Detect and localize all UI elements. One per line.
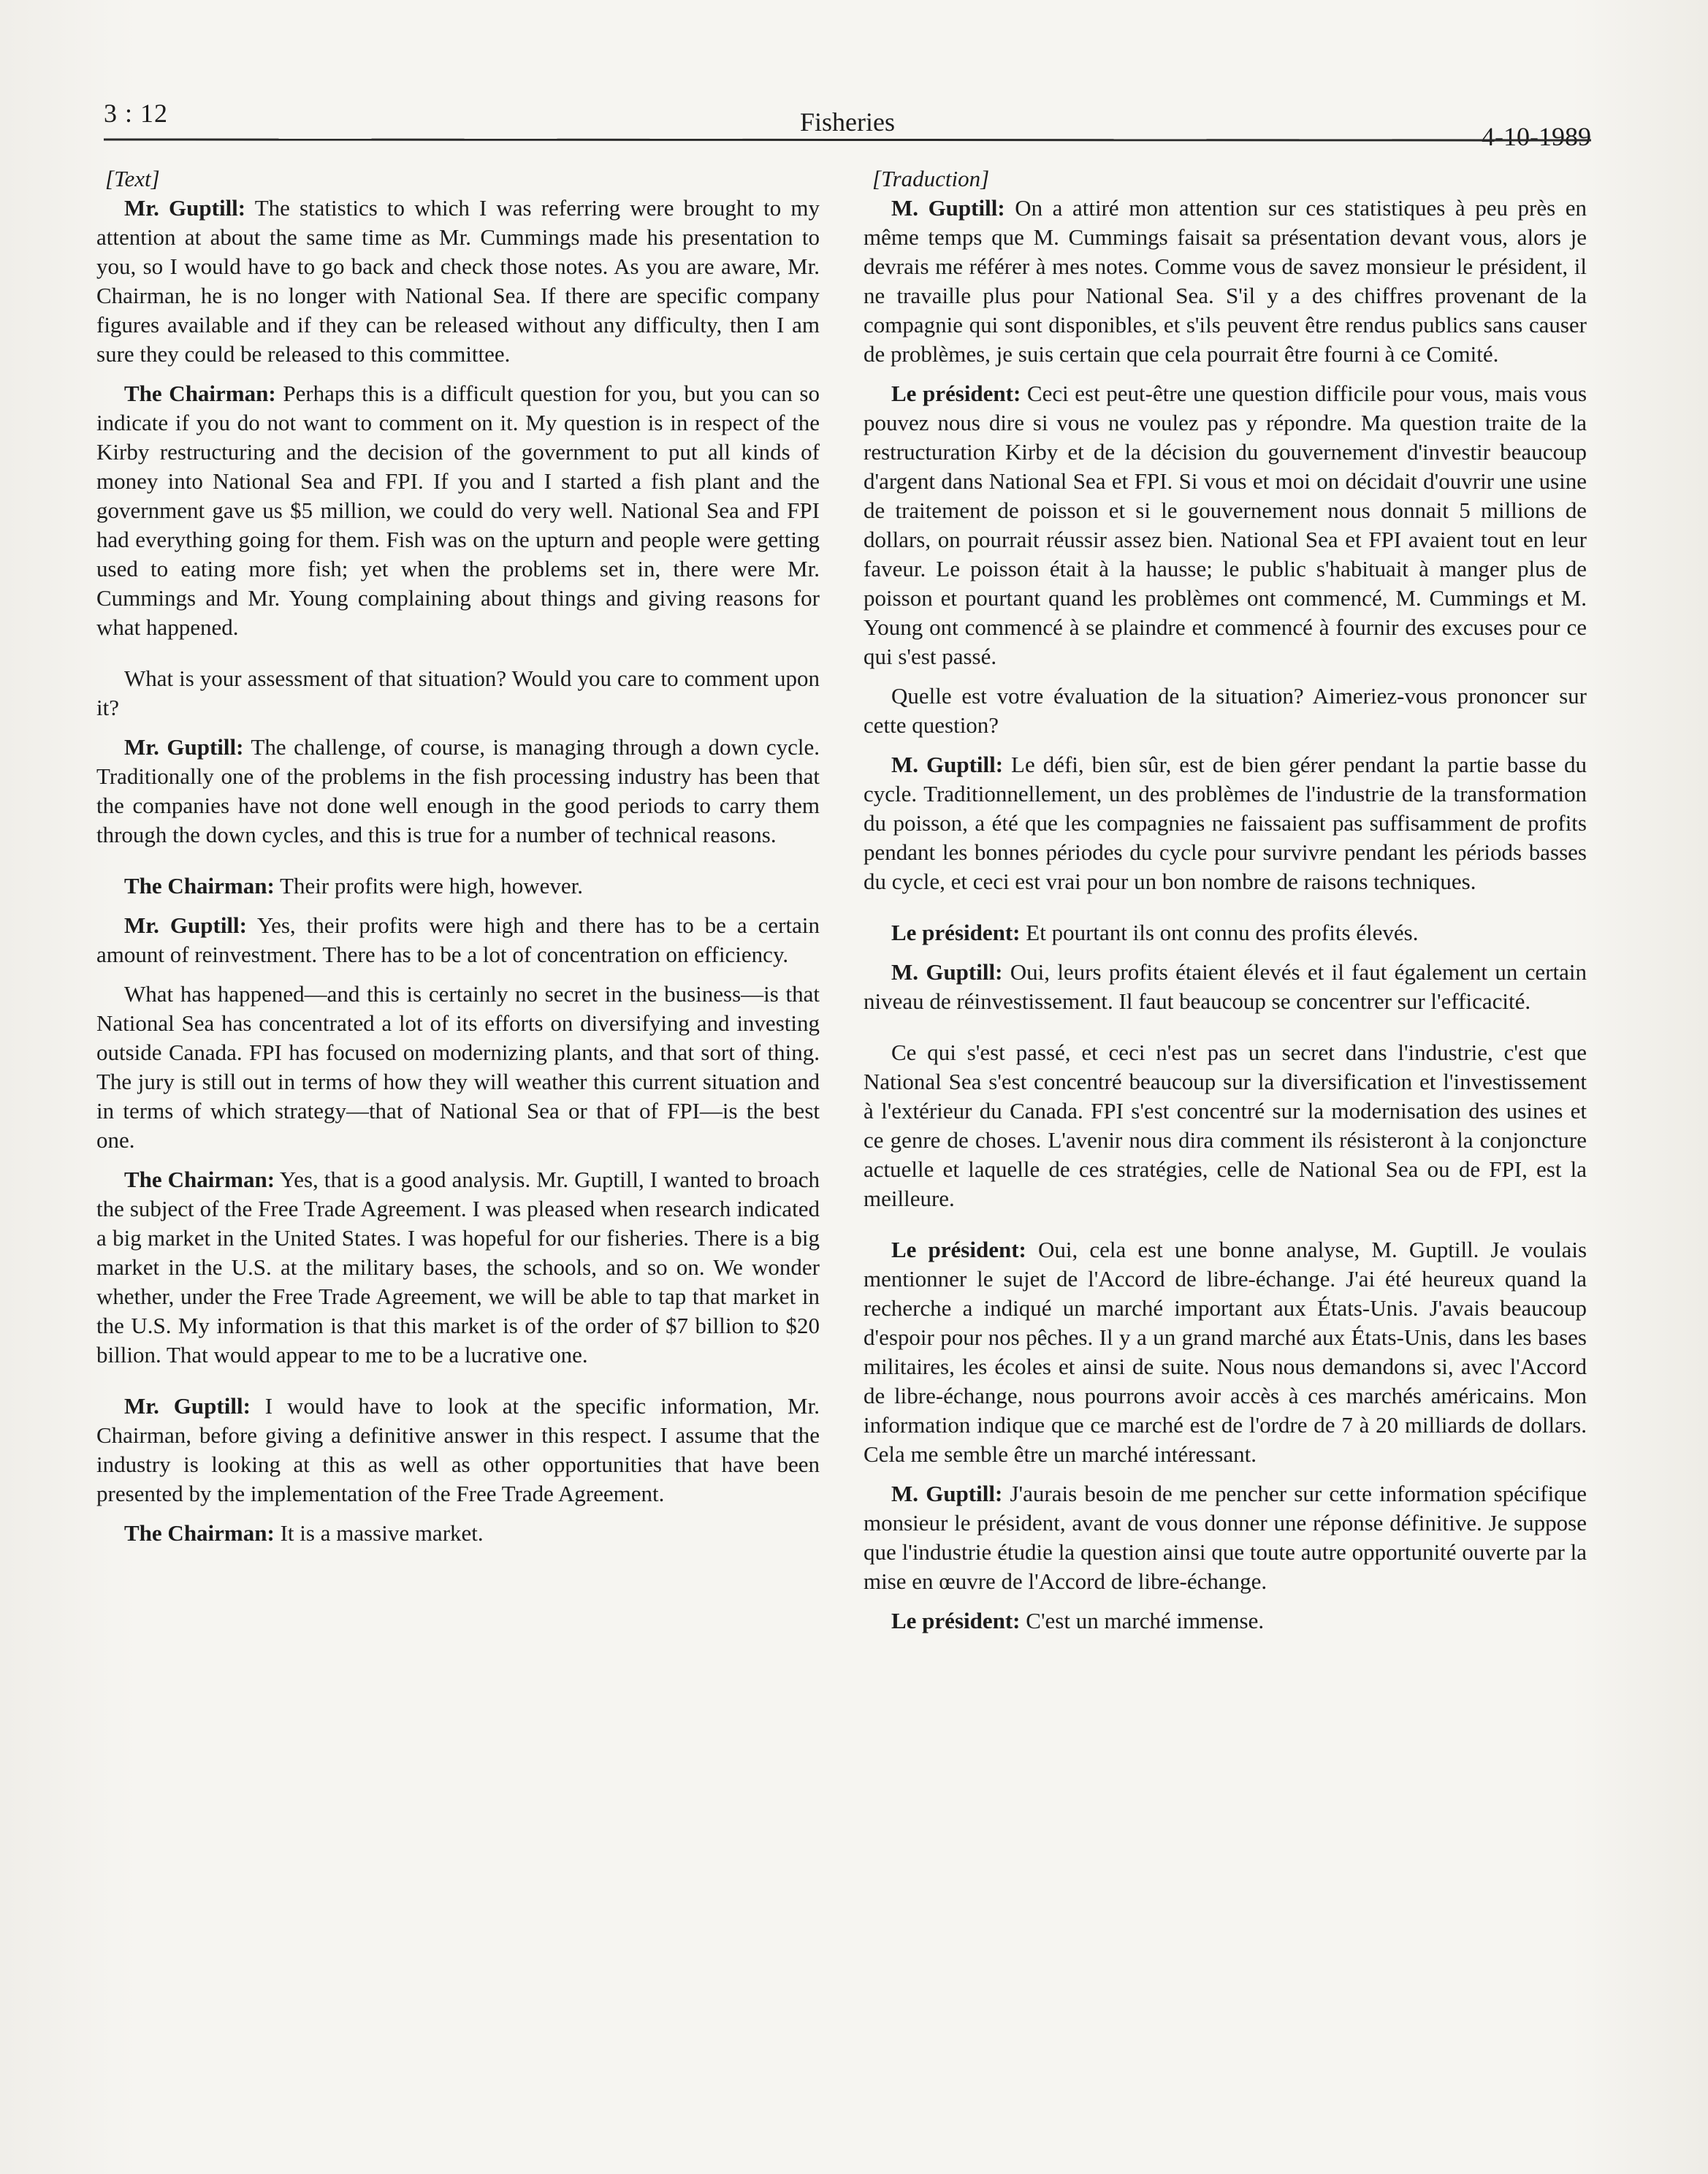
paragraph-text: The challenge, of course, is managing through a down cycle. Traditionally one of the problems in the fish processing industry has been that the companies have not done well enough in the good periods to carry them through the down cycles, and this is true for a number of technical reasons.: [96, 734, 820, 847]
paragraph-text: What is your assessment of that situation? Would you care to comment upon it?: [96, 665, 820, 720]
paragraph: [96, 1165, 820, 1370]
speaker: Mr. Guptill:: [124, 1393, 251, 1419]
speaker: The Chairman:: [124, 873, 275, 899]
paragraph-text: Le défi, bien sûr, est de bien gérer pendant la partie basse du cycle. Traditionnellement, un des problèmes de l'industrie de la transformation du poisson, a été que les compagnies ne faissaient pas suffisamment de profits pendant les bonnes périodes du cycle pour survivre pendant les périods basses du cycle, et ceci est vrai pour un bon nombre de raisons techniques.: [863, 752, 1587, 894]
speaker: Le président:: [891, 1237, 1026, 1262]
paragraph: [863, 194, 1587, 369]
paragraph: [863, 379, 1587, 671]
paragraph-text: Quelle est votre évaluation de la situation? Aimeriez-vous prononcer sur cette question?: [863, 683, 1587, 738]
speaker: The Chairman:: [124, 1167, 275, 1192]
speaker: The Chairman:: [124, 1520, 275, 1546]
paragraph-text: Yes, that is a good analysis. Mr. Guptill, I wanted to broach the subject of the Free Trade Agreement. I was pleased when research indicated a big market in the United States. I was hopeful for our fisheries. There is a big market in the U.S. at the military bases, the schools, and so on. We wonder whether, under the Free Trade Agreement, we will be able to tap that market in the U.S. My information is that this market is of the order of $7 billion to $20 billion. That would appear to me to be a lucrative one.: [96, 1167, 820, 1368]
paragraph: [96, 1392, 820, 1509]
speaker: Mr. Guptill:: [124, 734, 244, 760]
paragraph: [863, 1479, 1587, 1596]
page-date: 4-10-1989: [1482, 122, 1591, 151]
paragraph-text: Oui, cela est une bonne analyse, M. Guptill. Je voulais mentionner le sujet de l'Accord de libre-échange. J'ai été heureux quand la recherche a indiqué un marché important aux États-Unis. J'avais beaucoup d'espoir pour nos pêches. Il y a un grand marché aux États-Unis, dans les bases militaires, les écoles et ainsi de suite. Nous nous demandons si, avec l'Accord de libre-échange, nous pourrons avoir accès à ces marchés américains. Mon information indique que ce marché est de l'ordre de 7 à 20 milliards de dollars. Cela me semble être un marché intéressant.: [863, 1237, 1587, 1467]
paragraph: [96, 980, 820, 1155]
paragraph-text: Oui, leurs profits étaient élevés et il faut également un certain niveau de réinvestissement. Il faut beaucoup se concentrer sur l'efficacité.: [863, 959, 1587, 1014]
paragraph: [96, 194, 820, 369]
paragraph-text: Yes, their profits were high and there has to be a certain amount of reinvestment. There has to be a lot of concentration on efficiency.: [96, 912, 820, 967]
paragraph: [863, 750, 1587, 896]
paragraph-text: J'aurais besoin de me pencher sur cette information spécifique monsieur le président, avant de vous donner une réponse définitive. Je suppose que l'industrie étudie la question ainsi que toute autre opportunité ouverte par la mise en œuvre de l'Accord de libre-échange.: [863, 1481, 1587, 1594]
speaker: The Chairman:: [124, 381, 276, 406]
paragraph: [96, 733, 820, 850]
speaker: Mr. Guptill:: [124, 195, 246, 221]
paragraph-text: Et pourtant ils ont connu des profits élevés.: [1026, 920, 1419, 945]
paragraph: [96, 1519, 820, 1548]
page-number: 3 : 12: [104, 99, 169, 128]
paragraph-text: Perhaps this is a difficult question for you, but you can so indicate if you do not want to comment on it. My question is in respect of the Kirby restructuring and the decision of the government to put all kinds of money into National Sea and FPI. If you and I started a fish plant and the government gave us $5 million, we could do very well. National Sea and FPI had everything going for them. Fish was on the upturn and people were getting used to eating more fish; yet when the problems set in, there were Mr. Cummings and Mr. Young complaining about things and giving reasons for what happened.: [96, 381, 820, 640]
page-title: Fisheries: [800, 107, 895, 137]
speaker: M. Guptill:: [891, 1481, 1003, 1506]
speaker: M. Guptill:: [891, 752, 1004, 777]
column-tag: [Text]: [105, 166, 160, 191]
paragraph-text: I would have to look at the specific information, Mr. Chairman, before giving a definitive answer in this respect. I assume that the industry is looking at this as well as other opportunities that have been presented by the implementation of the Free Trade Agreement.: [96, 1393, 820, 1506]
paragraph-text: Ceci est peut-être une question difficile pour vous, mais vous pouvez nous dire si vous ne voulez pas y répondre. Ma question traite de la restructuration Kirby et de la décision du gouvernement d'investir beaucoup d'argent dans National Sea et FPI. Si vous et moi on décidait d'ouvrir une usine de traitement de poisson et si le gouvernement nous donnait 5 millions de dollars, on pourrait réussir assez bien. National Sea et FPI avaient tout en leur faveur. Le poisson était à la hausse; le public s'habituait à manger plus de poisson et pourtant quand les problèmes ont commencé, M. Cummings et M. Young ont commencé à se plaindre et commencé à fournir des excuses pour ce qui s'est passé.: [863, 381, 1587, 669]
paragraph: [863, 958, 1587, 1016]
paragraph: [863, 1235, 1587, 1469]
paragraph: [96, 379, 820, 642]
paragraph: [96, 664, 820, 722]
speaker: Le président:: [891, 381, 1021, 406]
speaker: M. Guptill:: [891, 195, 1005, 221]
paragraph-text: What has happened—and this is certainly no secret in the business—is that National Sea has concentrated a lot of its efforts on diversifying and investing outside Canada. FPI has focused on modernizing plants, and that sort of thing. The jury is still out in terms of how they will weather this current situation and in terms of which strategy—that of National Sea or that of FPI—is the best one.: [96, 981, 820, 1153]
speaker: Mr. Guptill:: [124, 912, 247, 938]
paragraph: [96, 871, 820, 901]
english-column: [96, 164, 820, 1558]
paragraph: [863, 918, 1587, 947]
speaker: Le président:: [891, 1608, 1021, 1633]
french-column: [863, 164, 1587, 1646]
paragraph-text: On a attiré mon attention sur ces statistiques à peu près en même temps que M. Cummings faisait sa présentation devant vous, alors je devrais me référer à mes notes. Comme vous de savez monsieur le président, il ne travaille plus pour National Sea. S'il y a des chiffres provenant de la compagnie qui sont disponibles, et s'ils peuvent être rendus publics sans causer de problèmes, je suis certain que cela pourrait être fourni à ce Comité.: [863, 195, 1587, 367]
paragraph: [863, 1038, 1587, 1213]
paragraph-text: The statistics to which I was referring were brought to my attention at about the same time as Mr. Cummings made his presentation to you, so I would have to go back and check those notes. As you are aware, Mr. Chairman, he is no longer with National Sea. If there are specific company figures available and if they can be released without any difficulty, then I am sure they could be released to this committee.: [96, 195, 820, 367]
speaker: M. Guptill:: [891, 959, 1003, 985]
paragraph: [863, 682, 1587, 740]
paragraph-text: C'est un marché immense.: [1026, 1608, 1265, 1633]
paragraph-text: It is a massive market.: [280, 1520, 484, 1546]
paragraph-text: Their profits were high, however.: [280, 873, 583, 899]
paragraph: [96, 911, 820, 969]
paragraph-text: Ce qui s'est passé, et ceci n'est pas un secret dans l'industrie, c'est que National Sea s'est concentré beaucoup sur la diversification et l'investissement à l'extérieur du Canada. FPI s'est concentré sur la modernisation des usines et ce genre de choses. L'avenir nous dira comment ils résisteront à la conjoncture actuelle et laquelle de ces stratégies, celle de National Sea ou de FPI, est la meilleure.: [863, 1040, 1587, 1211]
paragraph: [863, 1606, 1587, 1636]
speaker: Le président:: [891, 920, 1021, 945]
column-tag: [Traduction]: [872, 166, 990, 191]
